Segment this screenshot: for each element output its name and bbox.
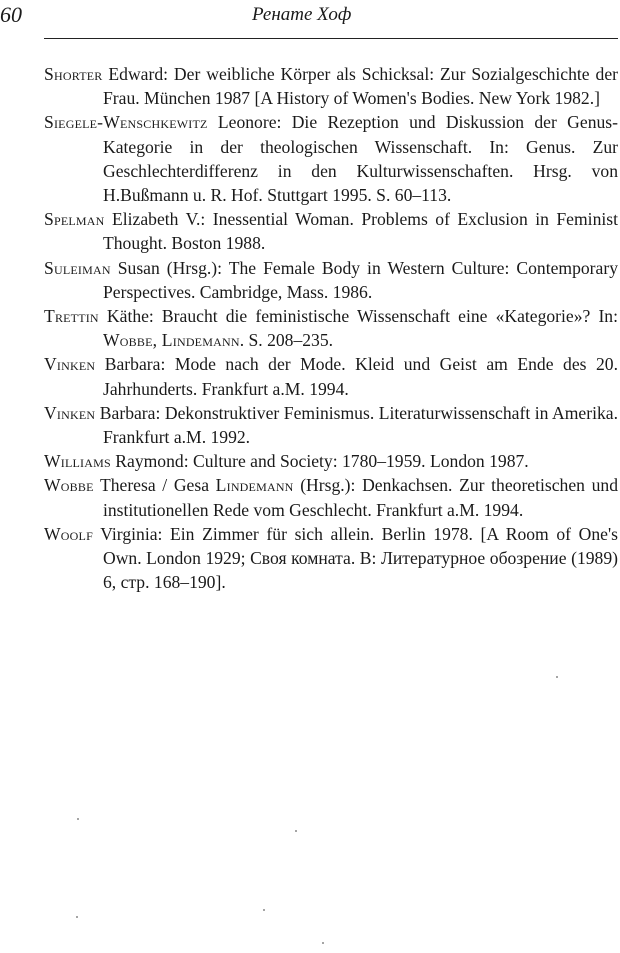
entry-text: Elizabeth V.: Inessential Woman. Problems of Exclusion in Feminist Thought. Boston 1988.: [103, 209, 618, 254]
bibliography-entry: [44, 207, 618, 255]
entry-author: Spelman: [44, 209, 105, 230]
entry-author: Woolf: [44, 523, 93, 544]
running-title: Ренате Хоф: [252, 4, 352, 25]
entry-author: Wobbe: [44, 475, 94, 496]
entry-text: Barbara: Dekonstruktiver Feminismus. Literaturwissenschaft in Amerika. Frankfurt a.M. 1992.: [95, 402, 618, 448]
bibliography-entry: [44, 401, 618, 449]
entry-author: Siegele-Wenschkewitz: [44, 112, 208, 133]
header-rule: [44, 38, 618, 39]
page-header: [0, 0, 620, 40]
entry-text: Theresa / Gesa: [93, 475, 216, 496]
entry-text: Käthe: Braucht die feministische Wissenschaft eine «Kategorie»? In:: [98, 306, 618, 327]
entry-text-tail: (Hrsg.): Denkachsen. Zur theoretischen und institutionellen Rede vom Geschlecht. Frankfurt a.M. 1994.: [103, 475, 618, 520]
scan-speck: [556, 676, 558, 678]
bibliography-entry: [44, 522, 618, 595]
scan-speck: [322, 942, 324, 944]
entry-author: Williams: [44, 451, 111, 472]
entry-coauthor: Lindemann: [215, 475, 294, 496]
entry-author: Vinken: [44, 354, 96, 375]
bibliography-entry: [44, 449, 618, 473]
entry-text: Susan (Hrsg.): The Female Body in Western Culture: Contemporary Perspectives. Cambridge, Mass. 1986.: [103, 257, 618, 302]
page-number: 60: [0, 2, 22, 27]
scan-speck: [77, 818, 79, 820]
bibliography-entry: [44, 62, 618, 110]
scan-speck: [263, 909, 265, 911]
entry-text: Raymond: Culture and Society: 1780–1959. London 1987.: [110, 451, 529, 472]
bibliography-entry: [44, 304, 618, 352]
scan-speck: [295, 830, 297, 832]
entry-author: Vinken: [44, 402, 96, 423]
entry-author: Shorter: [44, 64, 103, 84]
bibliography-entry: [44, 473, 618, 521]
bibliography-entry: [44, 352, 618, 400]
bibliography-entry: [44, 256, 618, 304]
bibliography-list: [44, 62, 618, 594]
bibliography-entry: [44, 110, 618, 207]
entry-text: Barbara: Mode nach der Mode. Kleid und Geist am Ende des 20. Jahrhunderts. Frankfurt a.M. 1994.: [95, 354, 618, 399]
entry-text: Virginia: Ein Zimmer für sich allein. Berlin 1978. [A Room of One's Own. London 1929; Своя комната. В: Литературное обозрение (1989) 6, стр. 168–190].: [92, 523, 618, 593]
entry-author: Trettin: [44, 306, 99, 327]
entry-author: Suleiman: [44, 257, 111, 278]
entry-text: Edward: Der weibliche Körper als Schicksal: Zur Sozialgeschichte der Frau. München 1987 [A History of Women's Bodies. New York 1982.]: [102, 64, 618, 109]
entry-text-tail: . S. 208–235.: [239, 330, 334, 351]
scan-speck: [76, 916, 78, 918]
entry-cited-authors: Wobbe, Lindemann: [103, 330, 240, 351]
entry-text: Leonore: Die Rezeption und Diskussion der Genus-Kategorie in der theologischen Wissenschaft. In: Genus. Zur Geschlechterdifferenz in den Kulturwissenschaften. Hrsg. von H.Bußmann u. R. Hof. Stuttgart 1995. S. 60–113.: [103, 112, 618, 206]
